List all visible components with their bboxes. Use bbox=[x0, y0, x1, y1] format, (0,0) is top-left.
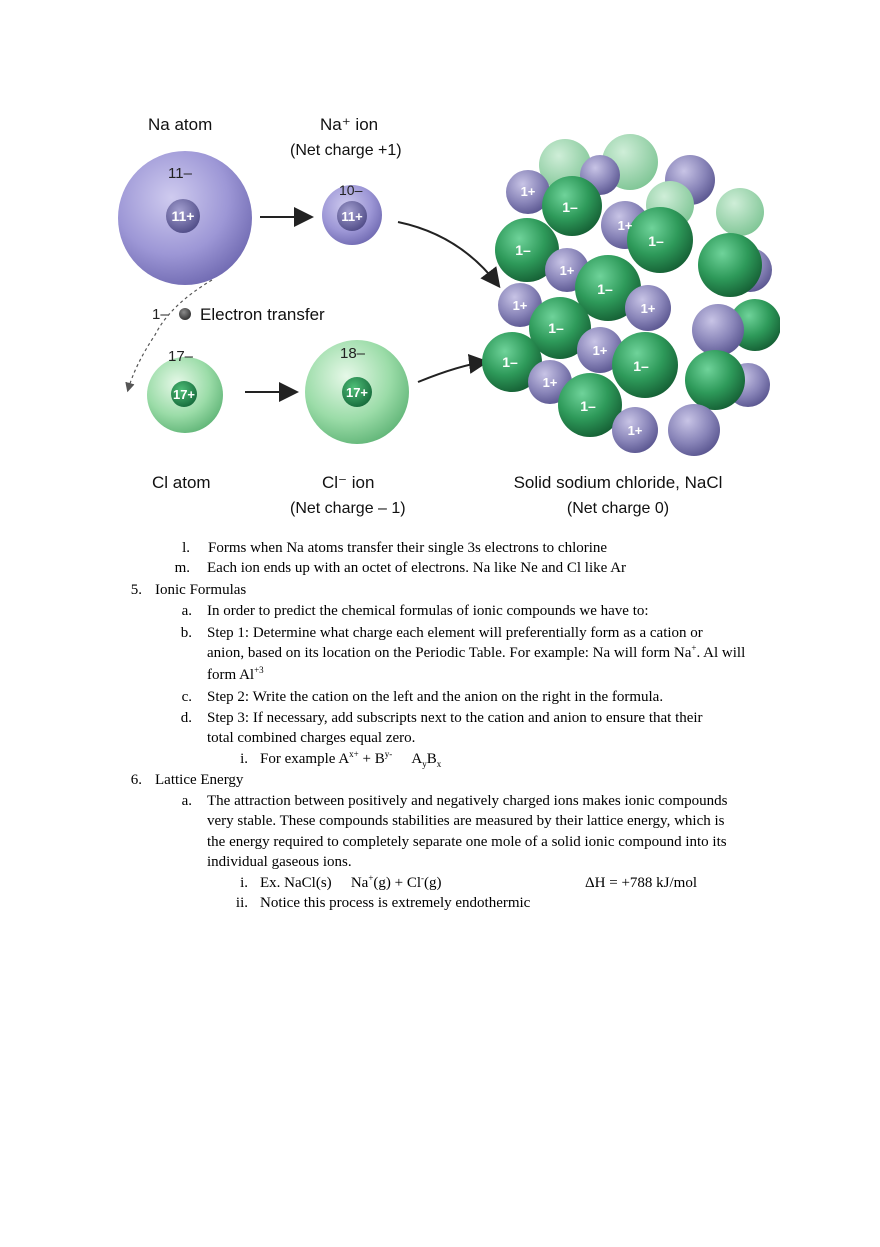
lattice-cation-label: 1+ bbox=[617, 218, 633, 233]
na-atom-nucleus-charge: 11+ bbox=[171, 208, 195, 224]
list-item-text: form Al bbox=[207, 667, 255, 683]
cl-ion-outer-charge: 18– bbox=[340, 345, 366, 362]
list-marker: ii. bbox=[235, 895, 248, 911]
cl-ion-to-lattice-arrow bbox=[418, 362, 485, 382]
ionic-bonding-figure bbox=[100, 100, 780, 530]
list-item-text: Forms when Na atoms transfer their single 3s electrons to chlorine bbox=[208, 540, 608, 556]
cl-atom-nucleus-charge: 17+ bbox=[172, 387, 196, 402]
na-ion-title: Na⁺ ion bbox=[320, 115, 379, 134]
list-item-text: In order to predict the chemical formulas of ionic compounds we have to: bbox=[207, 603, 649, 619]
lattice-anion-label: 1– bbox=[597, 281, 613, 297]
nacl-lattice bbox=[482, 134, 780, 456]
lattice-title: Solid sodium chloride, NaCl bbox=[513, 473, 723, 492]
list-item-6a-cont bbox=[207, 811, 725, 831]
lattice-cation-label: 1+ bbox=[592, 343, 608, 358]
lattice-cation-label: 1+ bbox=[559, 263, 575, 278]
list-item-6a-cont bbox=[207, 852, 352, 872]
formula-text: B bbox=[410, 751, 421, 767]
cl-ion-subtitle: (Net charge – 1) bbox=[290, 500, 406, 517]
subscript: x bbox=[420, 759, 425, 769]
section-heading: Lattice Energy bbox=[155, 772, 244, 788]
cl-atom-outer-charge: 17– bbox=[168, 348, 194, 365]
list-marker: l. bbox=[182, 540, 190, 556]
list-marker: i. bbox=[240, 751, 248, 767]
electron-dot bbox=[179, 308, 191, 320]
formula-text: (g) bbox=[408, 875, 427, 891]
list-item-text: the energy required to completely separate one mole of a solid ionic compound into its bbox=[207, 834, 727, 850]
lattice-anion bbox=[685, 350, 745, 410]
electron-charge: 1– bbox=[152, 306, 169, 323]
list-item-text: Each ion ends up with an octet of electrons. Na like Ne and Cl like Ar bbox=[207, 560, 627, 576]
list-item-text: Notice this process is extremely endothermic bbox=[260, 895, 531, 911]
formula-text: For example A bbox=[260, 751, 350, 767]
cl-atom-title: Cl atom bbox=[152, 473, 211, 492]
list-marker: d. bbox=[180, 710, 192, 726]
formula-text: (g) + Cl bbox=[357, 875, 406, 891]
subscript: y bbox=[405, 759, 411, 769]
list-item-5b-cont bbox=[207, 665, 264, 685]
lattice-cation-label: 1+ bbox=[512, 298, 528, 313]
section-heading: Ionic Formulas bbox=[155, 582, 247, 598]
list-marker: i. bbox=[240, 875, 248, 891]
formula-text: Ex. NaCl(s) Na bbox=[260, 875, 353, 891]
list-item-text: Step 1: Determine what charge each element will preferentially form as a cation or bbox=[207, 625, 703, 641]
superscript: +3 bbox=[254, 665, 264, 675]
cl-ion-title: Cl⁻ ion bbox=[322, 473, 375, 492]
section-number: 6. bbox=[130, 772, 142, 788]
formula-example bbox=[260, 749, 441, 769]
list-marker: a. bbox=[181, 793, 192, 809]
superscript: y- bbox=[384, 749, 393, 759]
lattice-anion-label: 1– bbox=[515, 242, 531, 258]
lattice-cation-label: 1+ bbox=[542, 375, 558, 390]
lattice-anion-back bbox=[716, 188, 764, 236]
list-marker: m. bbox=[174, 560, 190, 576]
list-item-text: Step 2: Write the cation on the left and the anion on the right in the formula. bbox=[207, 689, 664, 705]
na-ion-to-lattice-arrow bbox=[398, 222, 498, 285]
list-item-6a-cont bbox=[207, 832, 727, 852]
lattice-anion-label: 1– bbox=[633, 358, 649, 374]
list-marker: c. bbox=[181, 689, 192, 705]
lattice-cation bbox=[668, 404, 720, 456]
na-ion-subtitle: (Net charge +1) bbox=[290, 142, 402, 159]
list-item-text: The attraction between positively and negatively charged ions makes ionic compounds bbox=[207, 793, 728, 809]
list-item-text: very stable. These compounds stabilities are measured by their lattice energy, which is bbox=[207, 813, 725, 829]
reaction-equation bbox=[260, 873, 442, 893]
lattice-anion bbox=[698, 233, 762, 297]
section-number: 5. bbox=[130, 582, 142, 598]
na-atom-title: Na atom bbox=[148, 115, 213, 134]
superscript: - bbox=[405, 873, 409, 883]
superscript: x+ bbox=[349, 749, 359, 759]
formula-text: + B bbox=[358, 751, 385, 767]
list-item-text: Step 3: If necessary, add subscripts next to the cation and anion to ensure that their bbox=[207, 710, 703, 726]
list-item-5b-cont bbox=[207, 643, 745, 663]
lattice-anion-label: 1– bbox=[562, 199, 578, 215]
lattice-anion-label: 1– bbox=[580, 398, 596, 414]
list-item-text: individual gaseous ions. bbox=[207, 854, 352, 870]
na-ion-nucleus-charge: 11+ bbox=[341, 209, 363, 224]
lattice-cation-label: 1+ bbox=[520, 184, 536, 199]
list-item-text: total combined charges equal zero. bbox=[207, 730, 416, 746]
superscript: + bbox=[691, 643, 697, 653]
list-item-text: anion, based on its location on the Periodic Table. For example: Na will form Na bbox=[207, 645, 692, 661]
electron-transfer-label: Electron transfer bbox=[200, 305, 325, 324]
na-atom-outer-charge: 11– bbox=[168, 165, 192, 182]
lattice-cation bbox=[692, 304, 744, 356]
lattice-cation-label: 1+ bbox=[627, 423, 643, 438]
cl-ion-nucleus-charge: 17+ bbox=[345, 385, 369, 400]
lattice-anion-label: 1– bbox=[502, 354, 518, 370]
lattice-cation-label: 1+ bbox=[640, 301, 656, 316]
lattice-anion-label: 1– bbox=[548, 320, 564, 336]
superscript: + bbox=[352, 873, 358, 883]
list-item-5d-cont bbox=[207, 728, 415, 748]
list-item-text: . Al will bbox=[696, 645, 746, 661]
enthalpy-value: ΔH = +788 kJ/mol bbox=[585, 875, 697, 891]
lattice-subtitle: (Net charge 0) bbox=[566, 500, 670, 517]
list-marker: a. bbox=[181, 603, 192, 619]
list-marker: b. bbox=[180, 625, 192, 641]
formula-text: A bbox=[392, 751, 406, 767]
na-ion-outer-charge: 10– bbox=[339, 182, 363, 198]
lattice-anion-label: 1– bbox=[648, 233, 664, 249]
